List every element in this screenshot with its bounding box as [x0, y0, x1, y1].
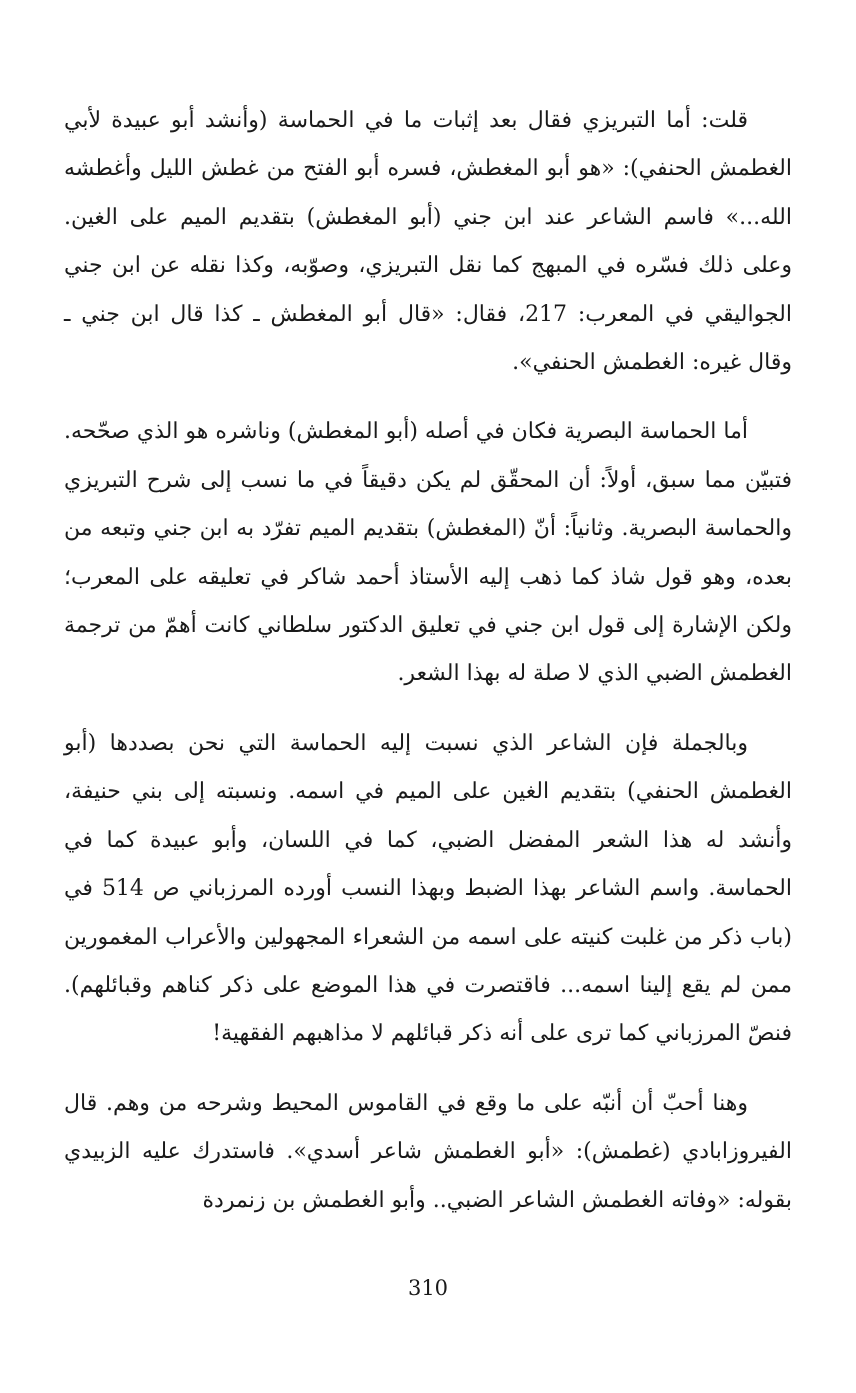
paragraph-1: قلت: أما التبريزي فقال بعد إثبات ما في الحماسة (وأنشد أبو عبيدة لأبي الغطمش الحنفي): «هو أبو المغطش، فسره أبو الفتح من غطش الليل وأغطشه الله...» فاسم الشاعر عند ابن جني (أبو المغطش) بتقديم الميم على الغين. وعلى ذلك فسّره في المبهج كما نقل التبريزي، وصوّبه، وكذا نقله عن ابن جني الجواليقي في المعرب: 217، فقال: «قال أبو المغطش ـ كذا قال ابن جني ـ وقال غيره: الغطمش الحنفي».: [64, 108, 793, 376]
page-number: 310: [407, 1276, 449, 1300]
paragraph-4: وهنا أحبّ أن أنبّه على ما وقع في القاموس المحيط وشرحه من وهم. قال الفيروزابادي (غطمش): «أبو الغطمش شاعر أسدي». فاستدرك عليه الزبيدي بقوله: «وفاته الغطمش الشاعر الضبي.. وأبو الغطمش بن زنمردة: [64, 1090, 792, 1213]
body-text: [64, 97, 792, 1225]
paragraph-2: أما الحماسة البصرية فكان في أصله (أبو المغطش) وناشره هو الذي صحّحه. فتبيّن مما سبق، أولاً: أن المحقّق لم يكن دقيقاً في ما نسب إلى شرح التبريزي والحماسة البصرية. وثانياً: أنّ (المغطش) بتقديم الميم تفرّد به ابن جني وتبعه من بعده، وهو قول شاذ كما ذهب إليه الأستاذ أحمد شاكر في تعليقه على المعرب؛ ولكن الإشارة إلى قول ابن جني في تعليق الدكتور سلطاني كانت أهمّ من ترجمة الغطمش الضبي الذي لا صلة له بهذا الشعر.: [63, 419, 792, 687]
paragraph-3: وبالجملة فإن الشاعر الذي نسبت إليه الحماسة التي نحن بصددها (أبو الغطمش الحنفي) بتقديم الغين على الميم في اسمه. ونسبته إلى بني حنيفة، وأنشد له هذا الشعر المفضل الضبي، كما في اللسان، وأبو عبيدة كما في الحماسة. واسم الشاعر بهذا الضبط وبهذا النسب أورده المرزباني ص 514 في (باب ذكر من غلبت كنيته على اسمه من الشعراء المجهولين والأعراب المغمورين ممن لم يقع إلينا اسمه... فاقتصرت في هذا الموضع على ذكر كناهم وقبائلهم). فنصّ المرزباني كما ترى على أنه ذكر قبائلهم لا مذاهبهم الفقهية!: [64, 730, 792, 1047]
